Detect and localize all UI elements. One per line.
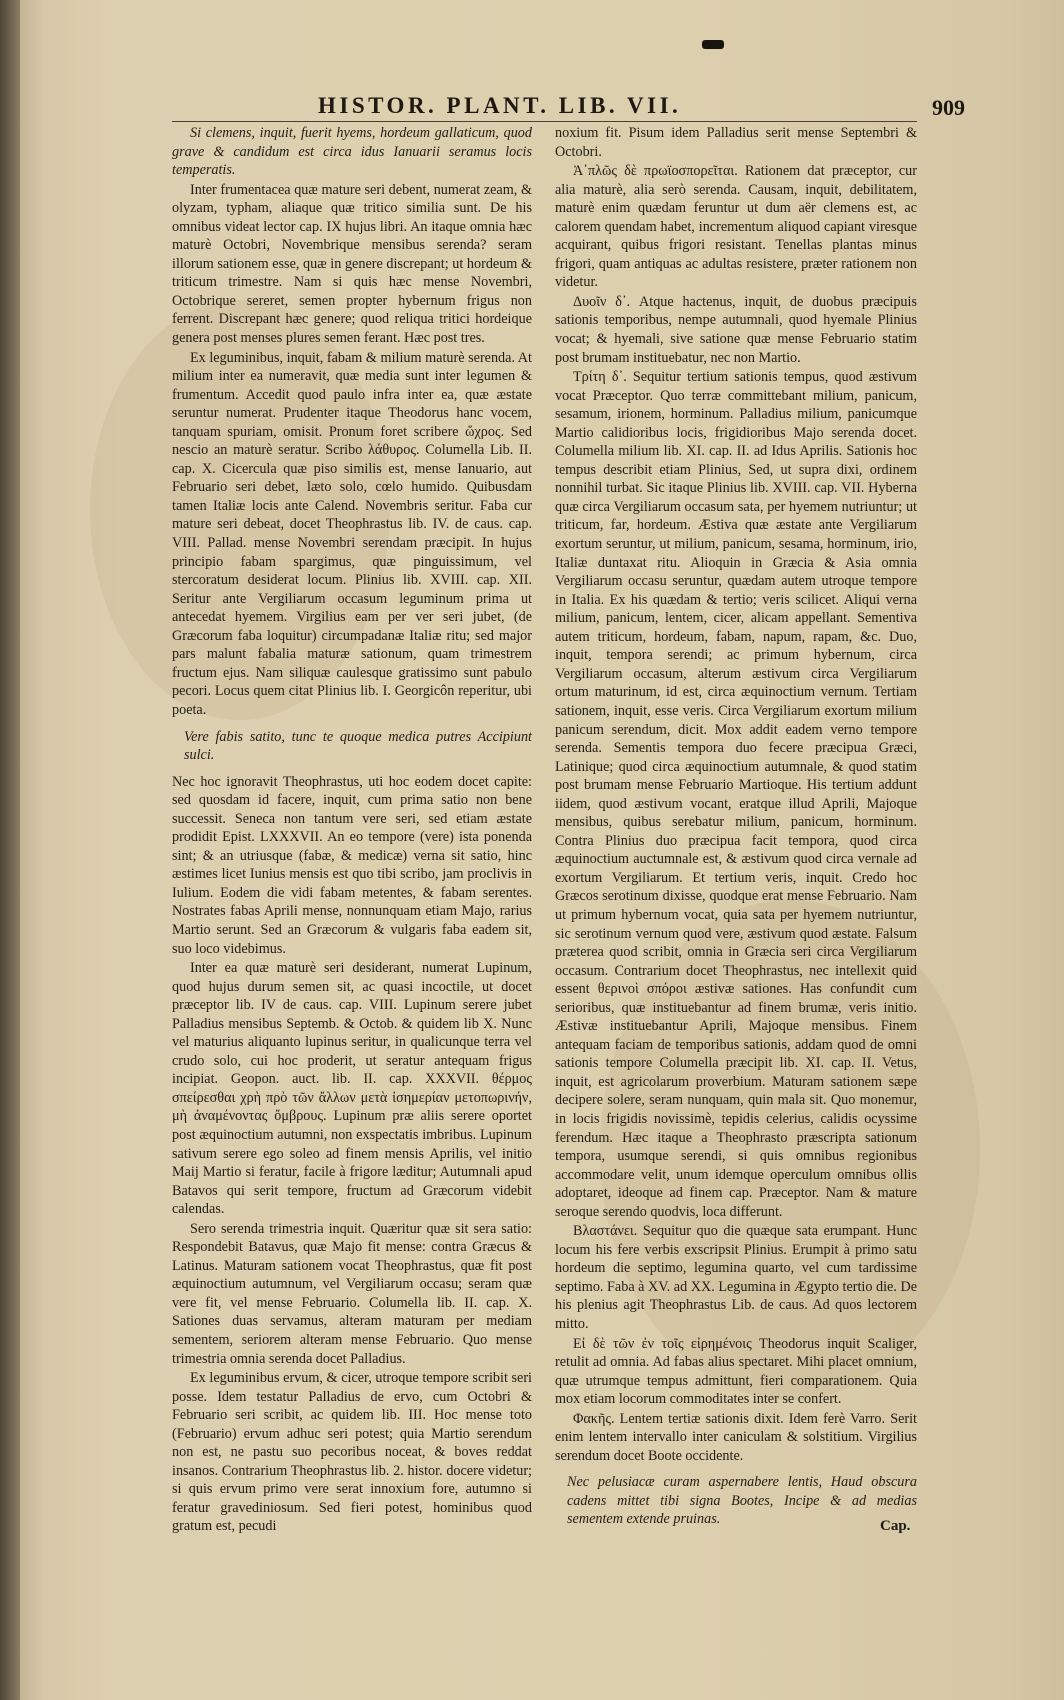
paragraph: Inter ea quæ maturè seri desiderant, numerat Lupinum, quod hujus durum semen sit, ac quasi incoctile, ut docet præceptor lib. IV de caus. cap. VIII. Lupinum serere jubet Palladius mensibus Septemb. & Octob. & quidem lib X. Nunc vel maturius aliquanto lupinus seritur, in qualicunque terra vel crudo solo, cui hoc proderit, ut seratur antequam frigus incipiat. Geopon. auct. lib. II. cap. XXXVII. θέρμος σπείρεσθαι χρὴ πρὸ τῶν ἄλλων μετὰ ἰσημερίαν μετοπωρινήν, μὴ ἀναμένοντας ὄμβρους. Lupinum præ aliis serere oportet post æquinoctium autumni, non exspectatis imbribus. Lupinum sativum serere ego soleo ad finem mensis Aprilis, vel initio Maij Martio si feratur, facile à frigore læditur; Autumnali apud Batavos qui serit tempore, fructum ad Græcorum videbit calendas. — [172, 960, 532, 1218]
paragraph: Τρίτη δ᾽. Sequitur tertium sationis tempus, quod æstivum vocat Præceptor. Quo terræ committebant milium, panicum, sesamum, irionem, horminum. Palladius milium, panicumque Martio calidioribus locis, frigidioribus Majo serenda docet. Columella milium lib. XI. cap. II. ad Idus Aprilis. Sationis hoc tempus describit etiam Plinius, Sed, ut supra dixi, ordinem nonnihil turbat. Sic itaque Plinius lib. XVIII. cap. VII. Hyberna quæ circa Vergiliarum occasum sata, per hyemem nutriuntur; ut triticum, far, hordeum. Æstiva quæ æstate ante Vergiliarum exortum seruntur, ut milium, panicum, sesama, horminum, irio, Italiæ duntaxat ritu. Alioquin in Græcia & Asia omnia Vergiliarum occasu seruntur, quædam autem utroque tempore in Italia. Ex his quædam & tertio; veris scilicet. Aliqui verna milium, panicum, lentem, cicer, alicam appellant. Sementiva autem triticum, hordeum, fabam, napum, rapam, &c. Duo, inquit, tempora serendi; ac primum hybernum, circa Vergiliarum occasum, alterum æstivum circa Vergiliarum ortum maturinum, id est, circa æquinoctium vernum. Tertiam sationem, inquit, esse veris. Circa Vergiliarum exortum milium panicum serendum, dicit. Mox addit eadem verno tempore serenda. Sementis tempora duo fecere præcipua Græci, Latinique; quod circa æquinoctium autumnale, & quod statim post brumam mense Februario Martioque. His tertium addunt iidem, quod æstivum vocant, eratque illud Aprili, Majoque mensibus, quibus serebatur milium, panicum, horminum. Contra Plinius duo præcipua facit tempora, quod circa æquinoctium auctumnale est, & æstivum quod circa vernale ad exortum Vergiliarum. Et tertium veris, inquit. Credo hoc Græcos serotinum dixisse, quodque erat mense Februario. Nam ut primum hybernum vocat, quia sata per hyemem nutriuntur, sic serotinum vernum quod vere, æstivum quod æstate. Falsum præterea quod scribit, omnia in Græcia seri circa Vergiliarum occasum. Contrarium docet Theophrastus, nec intellexit quid essent θερινοὶ σπόροι æstivæ sationes. Has confundit cum serioribus, quæ instituebantur ad finem brumæ, veris initio. Æstivæ instituebantur Aprili, Majoque mensibus. Finem antequam faciam de temporibus sationis, addam quod de omni sationis tempore Columella præcipit lib. XI. cap. II. Vetus, inquit, est agricolarum proverbium. Maturam sationem sæpe decipere solere, seram nunquam, quin mala sit. Quo monemur, in locis frigidis novissimè, tepidis celerius, calidis ocyssime ferendum. Hæc itaque a Theophrasto præscripta sationum tempora, usumque serendi, si quis omnibus regionibus accommodare velit, unum idemque operculum omnibus ollis adoptaret, ideoque ad finem cap. Præceptor. Nam & mature seroque serendo quodvis, loca differunt. — [555, 369, 917, 1220]
verse-quotation: Nec pelusiacæ curam aspernabere lentis, Haud obscura cadens mittet tibi signa Bootes, Incipe & ad medias sementem extende pruinas. — [567, 1474, 917, 1528]
running-title: HISTOR. PLANT. LIB. VII. — [318, 93, 682, 118]
left-text-column — [172, 124, 532, 1535]
paragraph: Εἰ δὲ τῶν ἐν τοῖς εἰρημένοις Theodorus inquit Scaliger, retulit ad omnia. Ad fabas alius spectaret. Mihi placet omnium, quæ utrumque tempus admittunt, fieri comparationem. Quia mox etiam locorum commoditates inter se confert. — [555, 1335, 917, 1408]
page-number: 909 — [932, 95, 965, 120]
right-text-column — [555, 124, 917, 1528]
paragraph: Inter frumentacea quæ mature seri debent, numerat zeam, & olyzam, typham, aliaque quæ tritico similia sunt. De his omnibus videat lector cap. IX hujus libri. An itaque omnia hæc maturè Octobri, Novembrique mensibus serenda? seram illorum sationem esse, quæ in genere discrepant; ut hordeum & triticum trimestre. Nam si quis hæc mense Novembri, Octobrique sereret, semen propter hybernum frigus non ferrent. Discrepant hæc genere; quod reliqua tritici hordeique genera post menses plures semen ferant. Hæc post tres. — [172, 181, 532, 347]
paragraph: Ἀ᾽πλῶς δὲ πρωϊοσπορεῖται. Rationem dat præceptor, cur alia maturè, alia serò serenda. Causam, inquit, debilitatem, maturè enim quædam feruntur ut dum aër clemens est, ac calorem quendam habet, incrementum aliquod capiant viresque acquirant, quibus frigori resistant. Tenellas plantas minus frigori, quam antiquas ac adultas resistere, præter rationem non videtur. — [555, 163, 917, 291]
header-rule — [172, 121, 917, 122]
ink-mark — [702, 40, 724, 49]
catchword: Cap. — [880, 1518, 911, 1534]
paragraph: Φακῆς. Lentem tertiæ sationis dixit. Idem ferè Varro. Serit enim lentem intervallo inter caniculam & solstitium. Virgilius serendum docet Boote occidente. — [555, 1410, 917, 1464]
paragraph: Ex leguminibus, inquit, fabam & milium maturè serenda. At milium inter ea numeravit, quæ media sunt inter legumen & frumentum. Accedit quod paulo infra inter ea, quæ æstate seruntur numerat. Prudenter itaque Theodorus hanc vocem, tanquam spuriam, omisit. Pronum foret scribere ὤχρος. Sed nescio an maturè seratur. Scribo λάθυρος. Columella Lib. II. cap. X. Cicercula quæ piso similis est, mense Ianuario, aut Februario seri debet, læto solo, cœlo humido. Quibusdam tamen Italiæ locis ante Calend. Novembris seritur. Faba cur mature seri debeat, docet Theophrastus lib. IV. de caus. cap. VIII. Pallad. mense Novembri serendam præcipit. In hujus principio fabam spargimus, quæ pinguissimum, vel stercoratum desiderat locum. Plinius lib. XVIII. cap. XII. Seritur ante Vergiliarum occasum leguminum prima ut antecedat hyemem. Virgilius eam per ver seri jubet, (de Græcorum faba loquitur) circumpadanæ Italiæ ritu; sed major pars malunt fabalia maturæ sationum, quam trimestrem fructum ejus. Nam siliquæ caulesque gratissimo sunt pabulo pecori. Locus quem citat Plinius lib. I. Georgicôn reperitur, ubi poeta. — [172, 349, 532, 718]
paragraph: Sero serenda trimestria inquit. Quæritur quæ sit sera satio: Respondebit Batavus, quæ Majo fit mense: contra Græcus & Latinus. Maturam sationem vocat Theophrastus, quæ fit post æquinoctium autumnum, vel Vergiliarum occasu; seram quæ vere fit, vel mense Februario. Columella lib. II. cap. X. Sationes duas servamus, alteram maturam per mediam sementem, seriorem alteram mense Februario. Quo mense trimestria omnia serenda docet Palladius. — [172, 1220, 532, 1367]
paragraph: Si clemens, inquit, fuerit hyems, hordeum gallaticum, quod grave & candidum est circa idus Ianuarii seramus locis temperatis. — [172, 125, 532, 179]
verse-quotation: Vere fabis satito, tunc te quoque medica putres Accipiunt sulci. — [184, 728, 532, 764]
paragraph: Nec hoc ignoravit Theophrastus, uti hoc eodem docet capite: sed quosdam id facere, inquit, cum prima satio non bene successit. Seneca non tantum vere seri, sed etiam æstate prodidit Epist. LXXXVII. An eo tempore (vere) ista ponenda sint; & an utriusque (fabæ, & medicæ) verna sit satio, hinc æstimes licet Iunius mensis est quo tibi scribo, jam proclivis in Iulium. Eodem die vidi fabam metentes, & fabam serentes. Nostrates fabas Aprili mense, nonnunquam etiam Majo, rarius Martio serunt. Sed an Græcorum & vulgaris faba eadem sit, suo loco videbimus. — [172, 773, 532, 957]
paragraph: Ex leguminibus ervum, & cicer, utroque tempore scribit seri posse. Idem testatur Palladius de ervo, cum Octobri & Februario seri scribit, ac quidem lib. III. Hoc mense toto (Februario) ervum adhuc seri potest; quia Martio serendum non est, ne pastu suo pecoribus noceat, & boves reddat insanos. Contrarium Theophrastus lib. 2. histor. docere videtur; si quis ervum primo vere serat innoxium fore, autumno si feratur gravediniosum. Sed fieri potest, hominibus quod gratum est, pecudi — [172, 1370, 532, 1535]
paragraph: noxium fit. Pisum idem Palladius serit mense Septembri & Octobri. — [555, 125, 917, 160]
paragraph: Δυοῖν δ᾽. Atque hactenus, inquit, de duobus præcipuis sationis temporibus, nempe autumnali, quod hyemale Plinius vocat; & hyemali, sive satione quæ mense Februario statim post brumam instituebatur, nec non Martio. — [555, 293, 917, 366]
book-spine-shadow — [0, 0, 20, 1700]
paragraph: Βλαστάνει. Sequitur quo die quæque sata erumpant. Hunc locum his fere verbis exscripsit Plinius. Erumpit à primo satu hordeum die septimo, legumina quarto, vel cum tardissime septimo. Faba à XV. ad XX. Legumina in Ægypto tertio die. De his plenius agit Theophrastus Lib. de caus. Ad quos lectorem mitto. — [555, 1223, 917, 1332]
